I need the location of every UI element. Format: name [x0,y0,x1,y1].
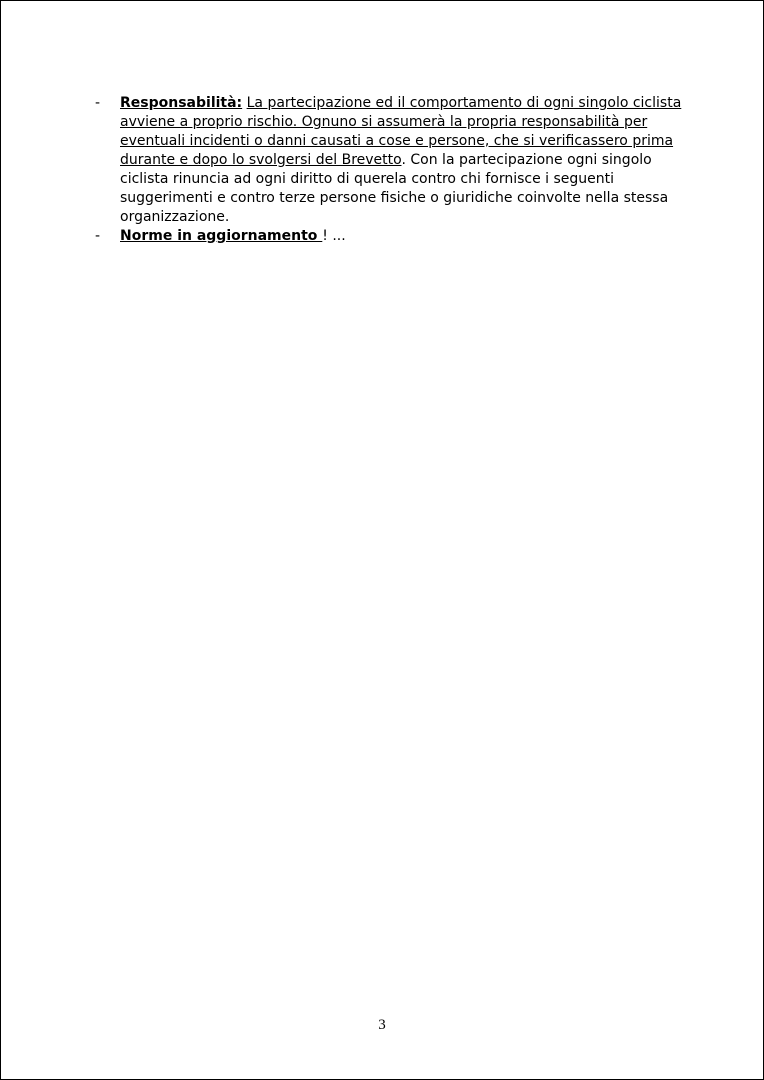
item-heading: Norme in aggiornamento [120,228,323,244]
list-dash: - [95,228,101,244]
item-text: . Con la partecipazione ogni singolo ciclista rinuncia ad ogni diritto di querela contro chi fornisce i seguenti suggerimenti e contro terze persone fisiche o giuridiche coinvolte nella stessa organizzazione. [120,152,669,225]
list-item-norme [95,227,695,246]
item-heading: Responsabilità: [120,95,243,111]
item-text: ! ... [322,228,346,244]
list-item-responsabilita [95,94,695,227]
list-dash: - [95,95,101,111]
page-number: 3 [378,1017,386,1033]
item-underlined-text: La partecipazione ed il comportamento di ogni singolo ciclista avviene a proprio rischio. Ognuno si assumerà la propria responsabilità per eventuali incidenti o danni causati a cose e persone, che si verificassero prima durante e dopo lo svolgersi del Brevetto [120,95,682,168]
rules-list [95,94,695,246]
